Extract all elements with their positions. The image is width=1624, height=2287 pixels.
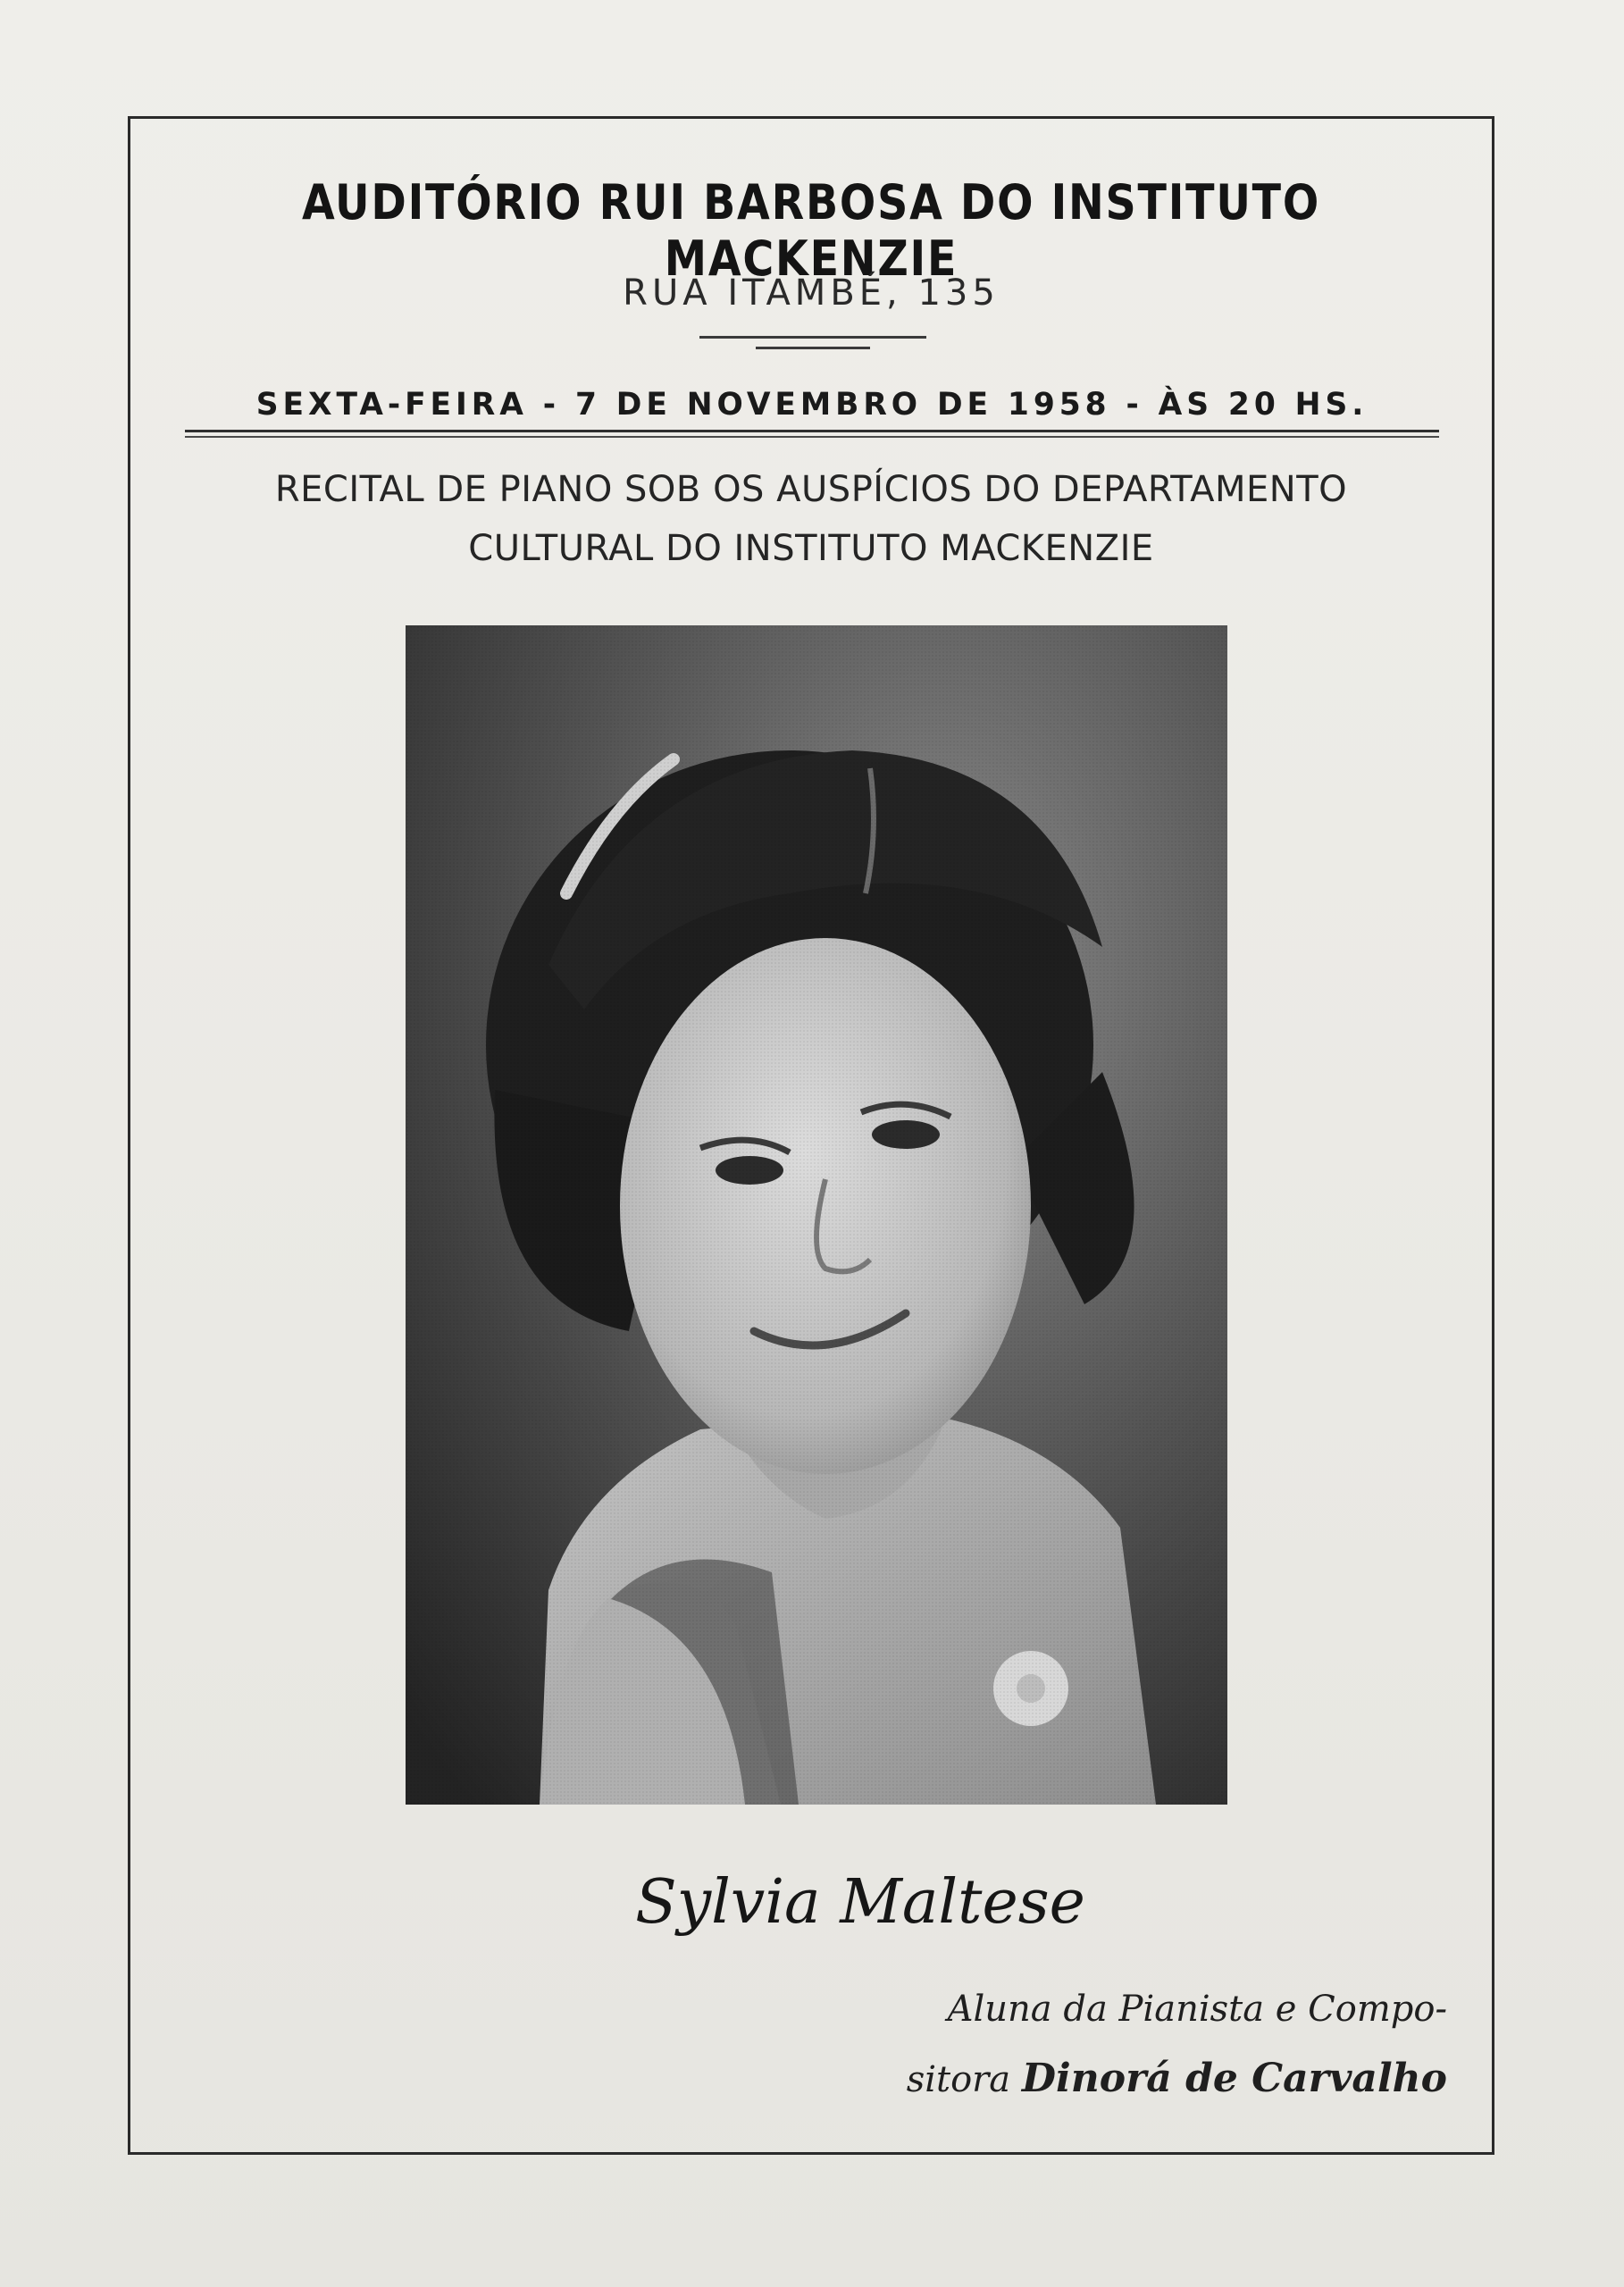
teacher-credit-line-2 [858, 2044, 1447, 2115]
event-date: SEXTA-FEIRA - 7 DE NOVEMBRO DE 1958 - ÀS 20 HS. [255, 387, 1369, 423]
performer-name: Sylvia Maltese [635, 1867, 1085, 1938]
recital-line-2: CULTURAL DO INSTITUTO MACKENZIE [468, 528, 1154, 569]
venue-address: RUA ITAMBÉ, 135 [623, 272, 1000, 314]
divider-long [699, 336, 926, 339]
date-underline [185, 430, 1439, 432]
performer-portrait [406, 625, 1227, 1805]
teacher-credit-prefix: sitora [906, 2059, 1011, 2100]
divider-short [756, 347, 870, 349]
teacher-credit [858, 1974, 1447, 2115]
venue-title: AUDITÓRIO RUI BARBOSA DO INSTITUTO MACKENZIE [301, 174, 1321, 287]
recital-description [128, 460, 1494, 578]
teacher-name: Dinorá de Carvalho [1021, 2056, 1447, 2101]
teacher-credit-line-1: Aluna da Pianista e Compo- [947, 1989, 1447, 2030]
portrait-illustration [406, 625, 1227, 1805]
recital-line-1: RECITAL DE PIANO SOB OS AUSPÍCIOS DO DEPARTAMENTO [274, 469, 1348, 510]
date-underline-thin [185, 436, 1439, 438]
